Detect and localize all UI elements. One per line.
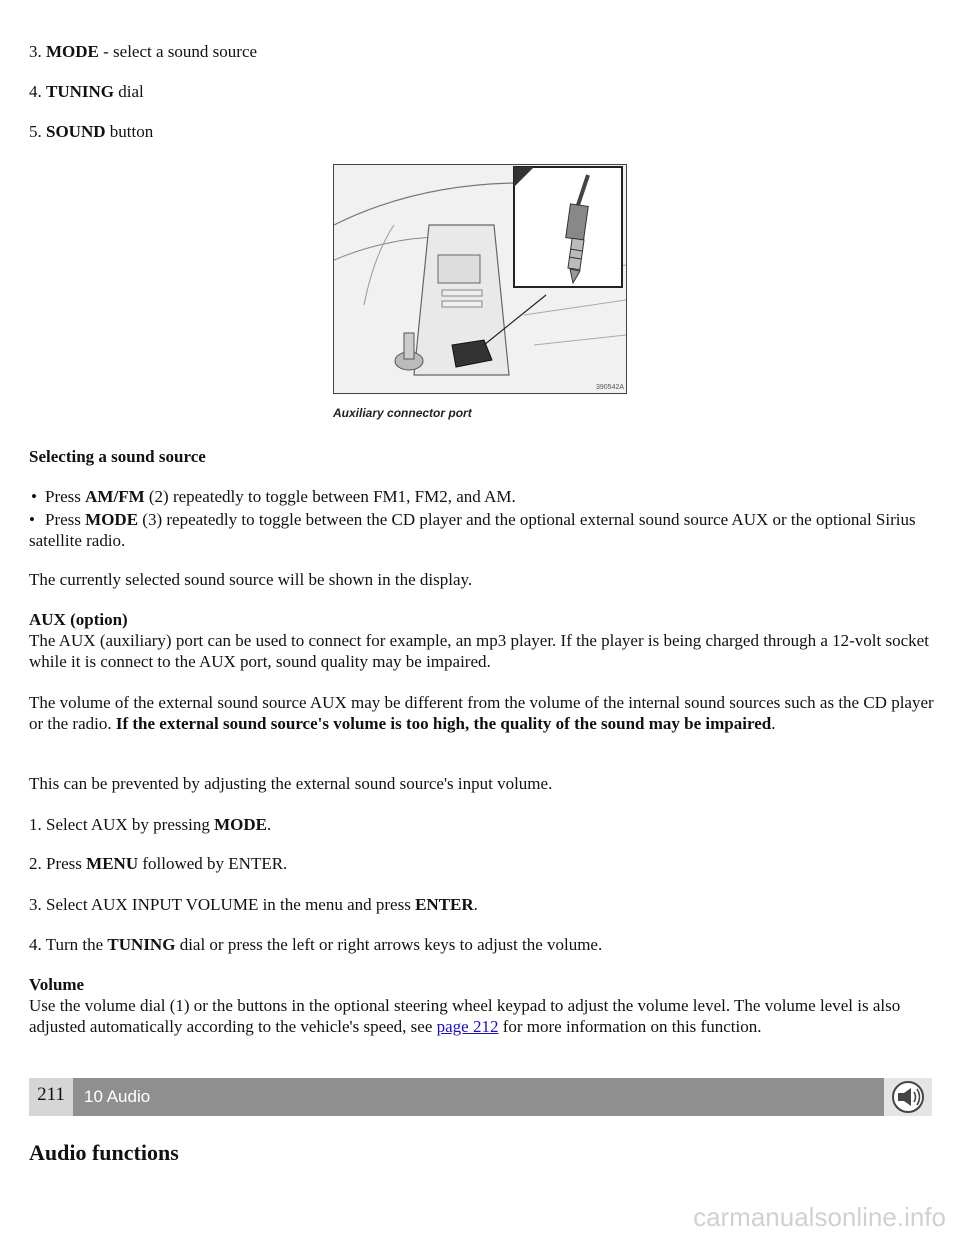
figure-caption: Auxiliary connector port: [333, 406, 472, 420]
dashboard-drawing: [334, 165, 626, 393]
display-note: The currently selected sound source will be shown in the display.: [29, 570, 473, 589]
page-number: 211: [29, 1078, 73, 1116]
aux-step-3: 3. Select AUX INPUT VOLUME in the menu and press ENTER.: [29, 895, 478, 914]
chapter-label: 10 Audio: [84, 1087, 151, 1106]
section-heading-aux: AUX (option): [29, 610, 128, 629]
list-item-sound: 5. SOUND button: [29, 122, 154, 141]
auxiliary-port-illustration: [333, 164, 627, 394]
list-item-tuning: 4. TUNING dial: [29, 82, 144, 101]
volume-paragraph: Use the volume dial (1) or the buttons in the optional steering wheel keypad to adjust the volume level. The volume level is also adjusted automatically according to the vehicle's speed, see page 212 for more information on this function.: [29, 996, 901, 1036]
bullet-dot: •: [31, 487, 37, 506]
audio-functions-heading: Audio functions: [29, 1140, 179, 1165]
aux-step-2: 2. Press MENU followed by ENTER.: [29, 854, 288, 873]
section-heading-selecting: Selecting a sound source: [29, 447, 206, 466]
aux-paragraph-2: The volume of the external sound source AUX may be different from the volume of the internal sound sources such as the CD player or the radio. If the external sound source's volume is too high, the quality of the sound may be impaired.: [29, 693, 934, 733]
aux-paragraph-1: The AUX (auxiliary) port can be used to connect for example, an mp3 player. If the player is being charged through a 12-volt socket while it is connect to the AUX port, sound quality may be impaired.: [29, 631, 929, 671]
bullet-dot: •: [29, 510, 35, 529]
bullet-am-fm: • Press AM/FM (2) repeatedly to toggle between FM1, FM2, and AM.: [31, 487, 516, 506]
aux-step-1: 1. Select AUX by pressing MODE.: [29, 815, 272, 834]
chapter-footer-bar: [29, 1078, 932, 1116]
aux-paragraph-3: This can be prevented by adjusting the external sound source's input volume.: [29, 774, 553, 793]
page-212-link[interactable]: page 212: [436, 1017, 499, 1036]
speaker-icon-box: [884, 1078, 932, 1116]
aux-step-4: 4. Turn the TUNING dial or press the left or right arrows keys to adjust the volume.: [29, 935, 603, 954]
watermark-bottom: carmanualsonline.info: [693, 1202, 946, 1232]
bullet-mode: • Press MODE (3) repeatedly to toggle between the CD player and the optional external sound source AUX or the optional Sirius satellite radio.: [29, 510, 916, 550]
figure-code: 390542A: [596, 384, 625, 391]
speaker-icon: [884, 1078, 932, 1116]
list-item-mode: 3. MODE - select a sound source: [29, 42, 258, 61]
section-heading-volume: Volume: [29, 975, 85, 994]
